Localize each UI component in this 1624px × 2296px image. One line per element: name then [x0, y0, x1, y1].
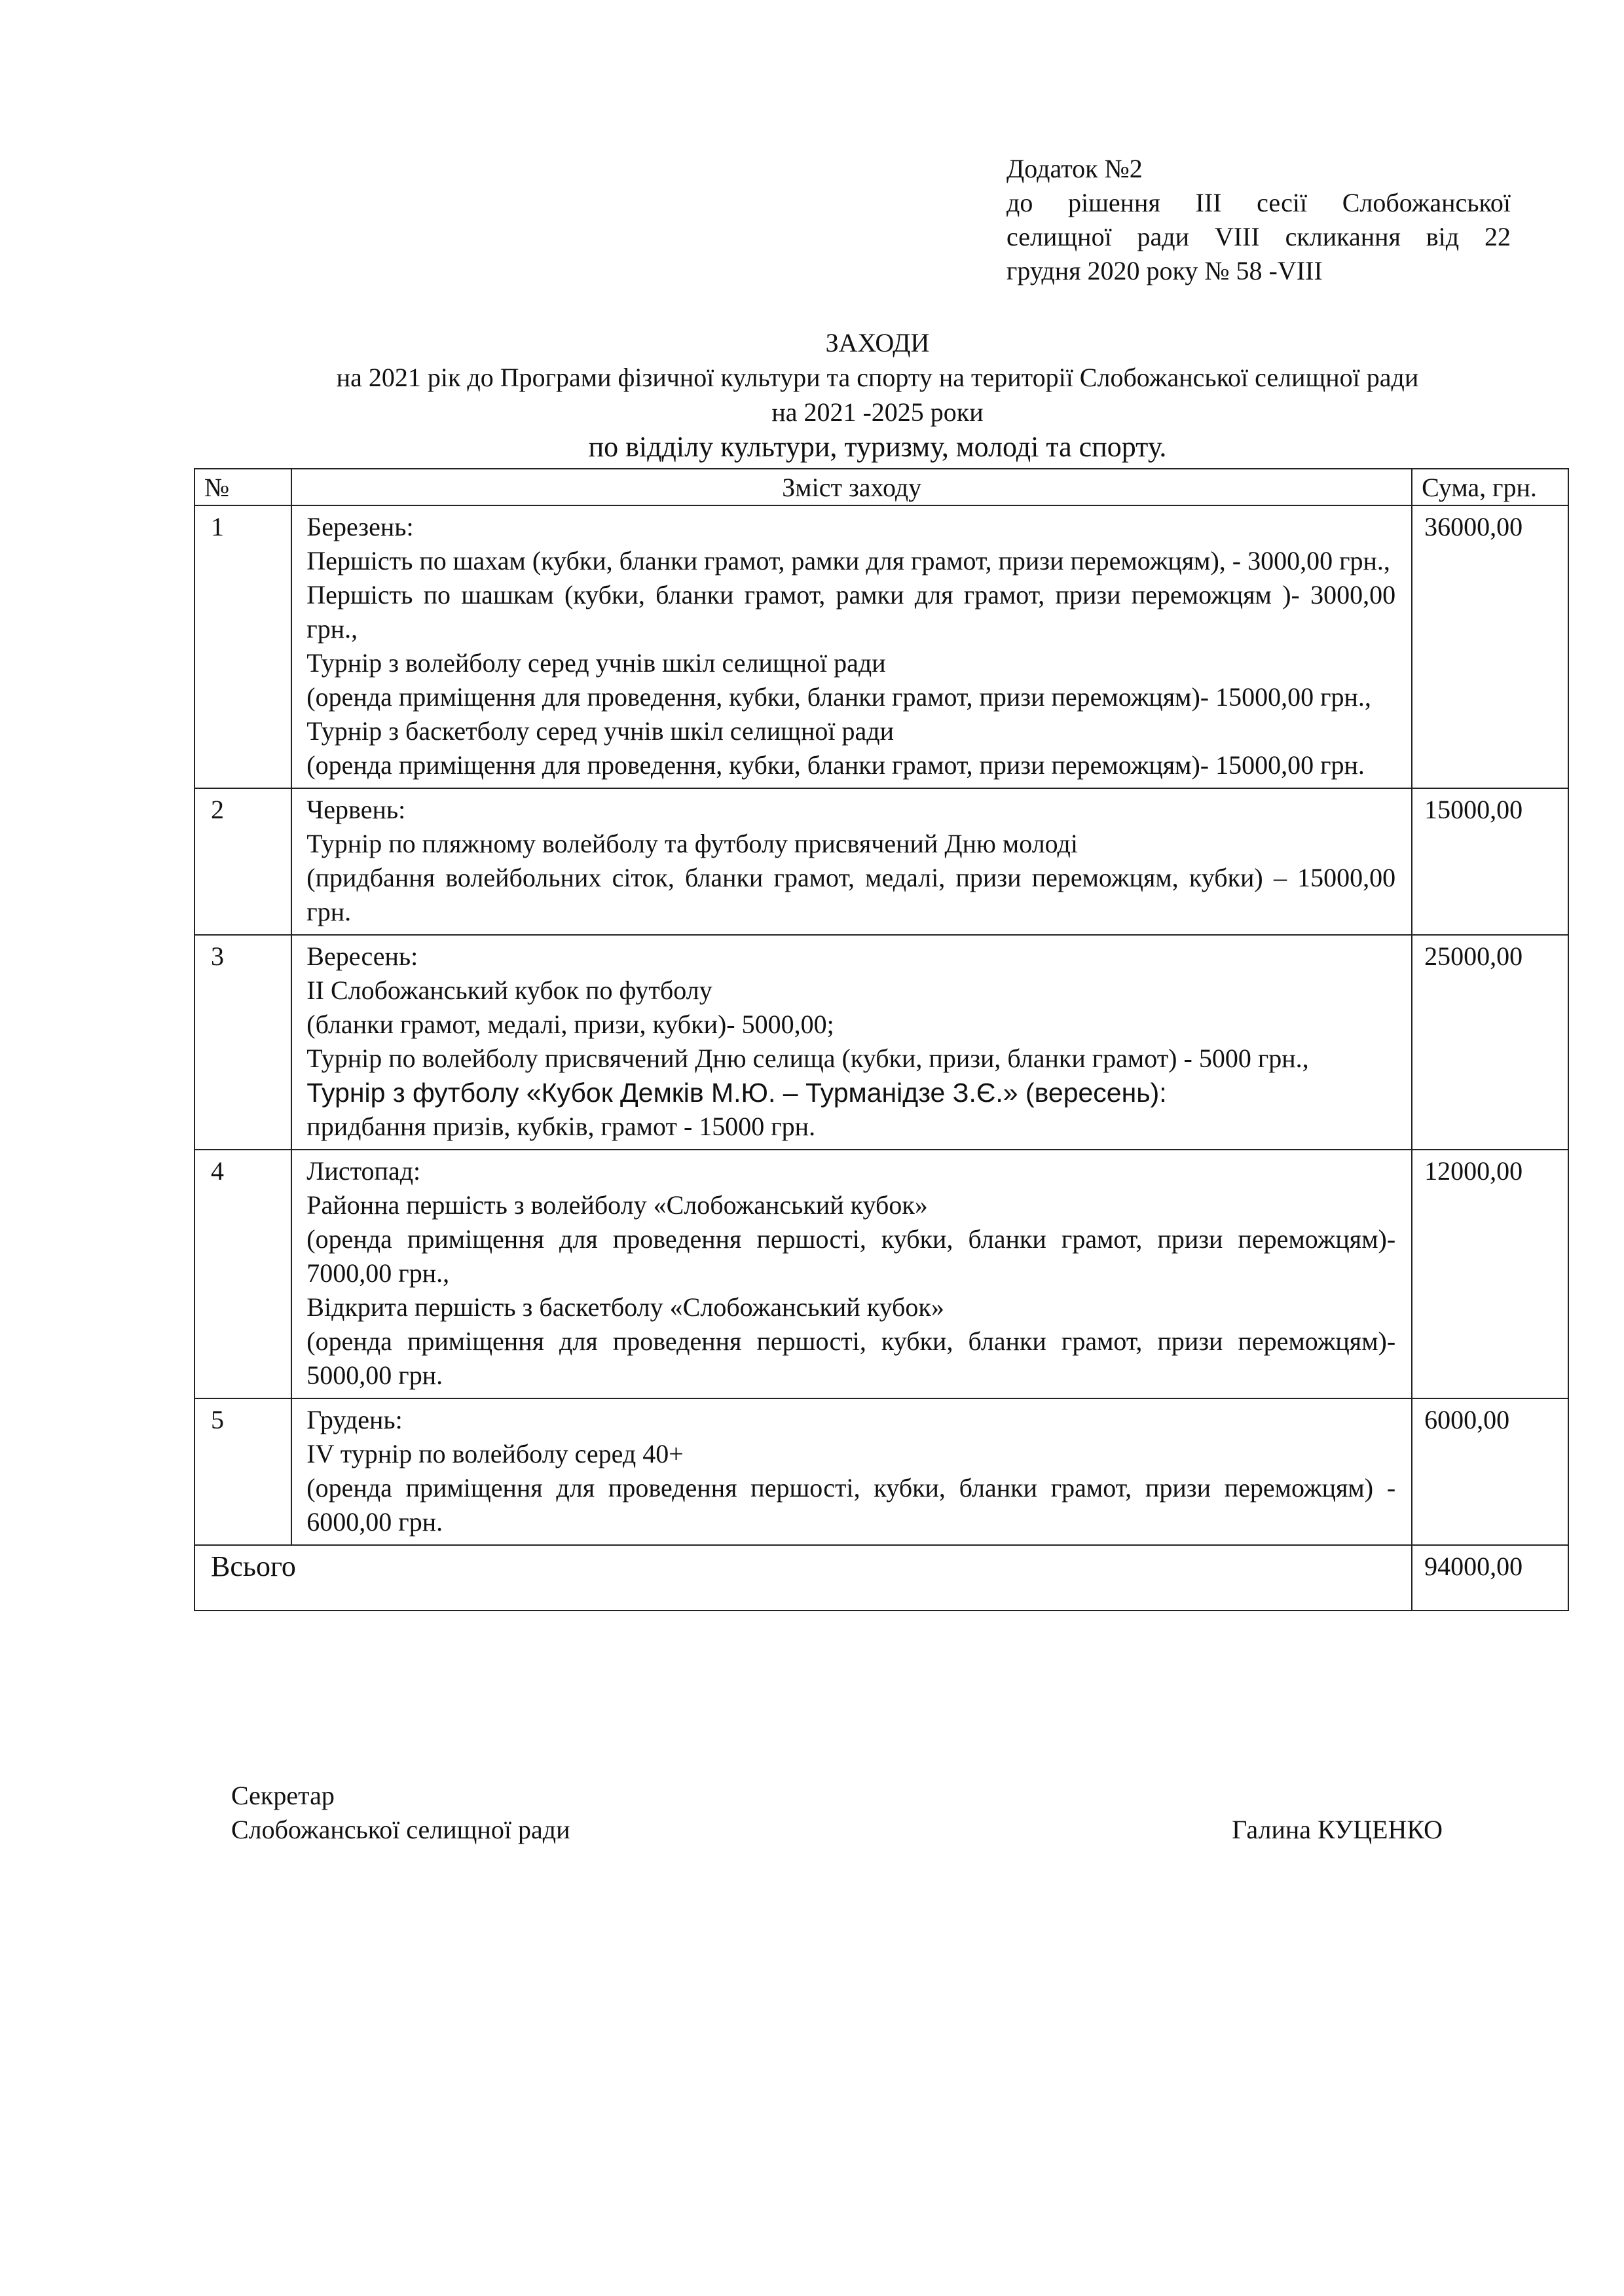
row-item: (оренда приміщення для проведення першості, кубки, бланки грамот, призи переможцям) - 6000,00 грн. [306, 1473, 1396, 1537]
row-item: Турнір по пляжному волейболу та футболу присвячений Дню молоді [306, 829, 1078, 858]
row-item: (оренда приміщення для проведення, кубки, бланки грамот, призи переможцям)- 15000,00 грн., [306, 682, 1371, 712]
row-month: Червень: [306, 795, 406, 824]
row-item: IV турнір по волейболу серед 40+ [306, 1439, 684, 1468]
row-content [291, 1398, 1412, 1545]
row-item: Першість по шахам (кубки, бланки грамот, рамки для грамот, призи переможцям), - 3000,00 грн., [306, 546, 1390, 575]
row-item: (бланки грамот, медалі, призи, кубки)- 5000,00; [306, 1010, 834, 1039]
annex-decision-line: грудня 2020 року № 58 -VIII [1006, 256, 1323, 285]
row-sum: 15000,00 [1412, 788, 1568, 935]
signature-position: Секретар [231, 1781, 335, 1810]
signature-block [231, 1779, 1443, 1847]
row-month: Грудень: [306, 1405, 403, 1434]
total-sum: 94000,00 [1412, 1545, 1568, 1611]
row-sum: 12000,00 [1412, 1150, 1568, 1398]
header-number: № [194, 469, 291, 505]
row-item: Першість по шашкам (кубки, бланки грамот, рамки для грамот, призи переможцям )- 3000,00 грн., [306, 580, 1396, 644]
row-item: Турнір з футболу «Кубок Демків М.Ю. – Турманідзе З.Є.» (вересень): [306, 1078, 1167, 1108]
annex-decision-line: до рішення ІІІ сесії Слобожанської [1006, 188, 1511, 217]
row-item: Відкрита першість з баскетболу «Слобожанський кубок» [306, 1292, 944, 1322]
title-heading: ЗАХОДИ [825, 328, 930, 357]
row-item: ІІ Слобожанський кубок по футболу [306, 975, 712, 1005]
row-item: Турнір з баскетболу серед учнів шкіл селищної ради [306, 716, 894, 746]
row-month: Листопад: [306, 1156, 421, 1186]
row-number: 4 [194, 1150, 291, 1398]
row-sum: 25000,00 [1412, 935, 1568, 1150]
annex-decision-line: селищної ради VIII скликання від 22 [1006, 222, 1511, 251]
table-row [194, 1398, 1568, 1545]
row-item: Районна першість з волейболу «Слобожанський кубок» [306, 1190, 928, 1220]
total-row [194, 1545, 1568, 1611]
title-line: на 2021 -2025 роки [771, 397, 984, 427]
row-number: 2 [194, 788, 291, 935]
row-item: (оренда приміщення для проведення, кубки, бланки грамот, призи переможцям)- 15000,00 грн. [306, 750, 1365, 780]
header-sum: Сума, грн. [1412, 469, 1568, 505]
table-header-row [194, 469, 1568, 505]
signature-name: Галина КУЦЕНКО [1232, 1815, 1443, 1844]
total-label: Всього [194, 1545, 1412, 1611]
row-content [291, 1150, 1412, 1398]
row-content [291, 935, 1412, 1150]
title-department: по відділу культури, туризму, молоді та спорту. [588, 431, 1167, 463]
signature-organization: Слобожанської селищної ради [231, 1815, 570, 1844]
header-content: Зміст заходу [291, 469, 1412, 505]
annex-header [1006, 152, 1511, 288]
row-number: 1 [194, 505, 291, 788]
annex-number: Додаток №2 [1006, 154, 1143, 183]
row-item: (оренда приміщення для проведення першості, кубки, бланки грамот, призи переможцям)- 5000,00 грн. [306, 1326, 1396, 1390]
row-item: Турнір з волейболу серед учнів шкіл селищної ради [306, 648, 886, 678]
row-item: придбання призів, кубків, грамот - 15000 грн. [306, 1112, 816, 1141]
document-title [196, 325, 1559, 464]
table-row [194, 505, 1568, 788]
row-item: (придбання волейбольних сіток, бланки грамот, медалі, призи переможцям, кубки) – 15000,00 грн. [306, 863, 1396, 926]
table-row [194, 1150, 1568, 1398]
table-row [194, 788, 1568, 935]
row-number: 3 [194, 935, 291, 1150]
row-item: (оренда приміщення для проведення першості, кубки, бланки грамот, призи переможцям)- 7000,00 грн., [306, 1224, 1396, 1288]
table-row [194, 935, 1568, 1150]
row-month: Вересень: [306, 941, 418, 971]
row-content [291, 505, 1412, 788]
row-sum: 6000,00 [1412, 1398, 1568, 1545]
row-number: 5 [194, 1398, 291, 1545]
title-line: на 2021 рік до Програми фізичної культури та спорту на території Слобожанської селищної ради [336, 363, 1419, 392]
row-content [291, 788, 1412, 935]
row-sum: 36000,00 [1412, 505, 1568, 788]
row-month: Березень: [306, 512, 414, 541]
events-table [194, 468, 1569, 1611]
row-item: Турнір по волейболу присвячений Дню селища (кубки, призи, бланки грамот) - 5000 грн., [306, 1044, 1309, 1073]
